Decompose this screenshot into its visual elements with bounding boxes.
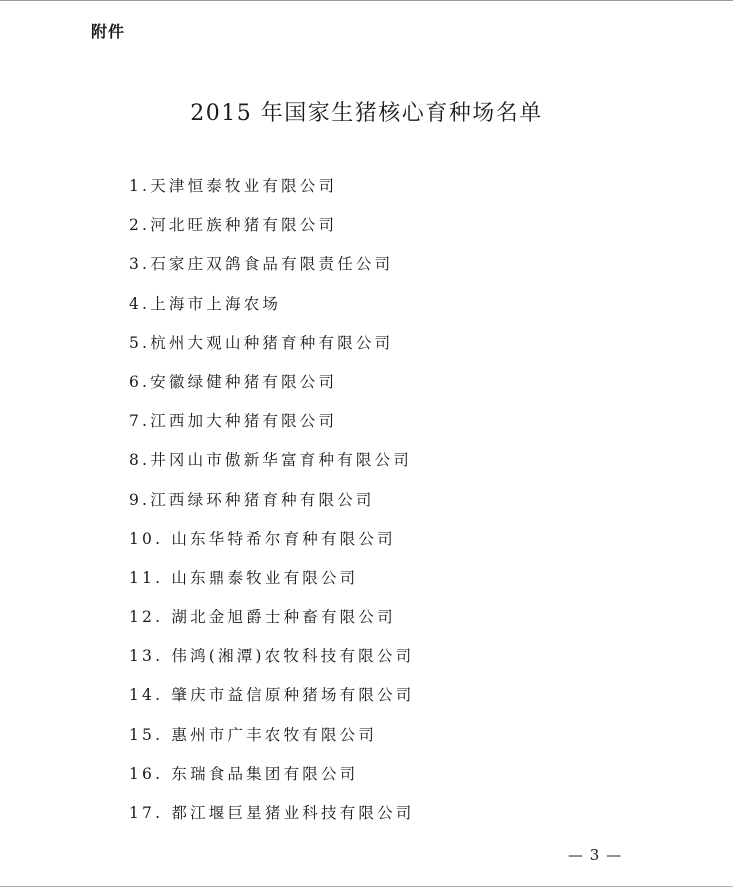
page-number: — 3 —	[568, 846, 623, 864]
list-item: 4.上海市上海农场	[129, 294, 282, 313]
list-item: 11. 山东鼎泰牧业有限公司	[129, 568, 359, 587]
list-item: 8.井冈山市傲新华富育种有限公司	[129, 451, 412, 470]
list-item: 12. 湖北金旭爵士种畜有限公司	[129, 608, 396, 627]
page-bottom-border	[0, 886, 733, 887]
page-top-border	[0, 0, 733, 1]
list-item: 10. 山东华特希尔育种有限公司	[129, 529, 396, 548]
list-item: 15. 惠州市广丰农牧有限公司	[129, 725, 378, 744]
document-title	[0, 100, 733, 128]
list-item: 6.安徽绿健种猪有限公司	[129, 372, 338, 391]
list-item: 2.河北旺族种猪有限公司	[129, 216, 338, 235]
list-item: 5.杭州大观山种猪育种有限公司	[129, 333, 394, 352]
company-list	[129, 175, 414, 841]
list-item: 17. 都江堰巨星猪业科技有限公司	[129, 804, 415, 822]
list-item: 16. 东瑞食品集团有限公司	[129, 764, 359, 783]
list-item: 9.江西绿环种猪育种有限公司	[129, 490, 375, 509]
document-title-text: 2015 年国家生猪核心育种场名单	[190, 101, 543, 126]
list-item: 7.江西加大种猪有限公司	[129, 412, 338, 431]
list-item: 13. 伟鸿(湘潭)农牧科技有限公司	[129, 647, 415, 666]
list-item: 14. 肇庆市益信原种猪场有限公司	[129, 686, 415, 705]
attachment-label: 附件	[91, 22, 126, 41]
list-item: 3.石家庄双鸽食品有限责任公司	[129, 255, 394, 274]
list-item: 1.天津恒泰牧业有限公司	[129, 177, 338, 195]
